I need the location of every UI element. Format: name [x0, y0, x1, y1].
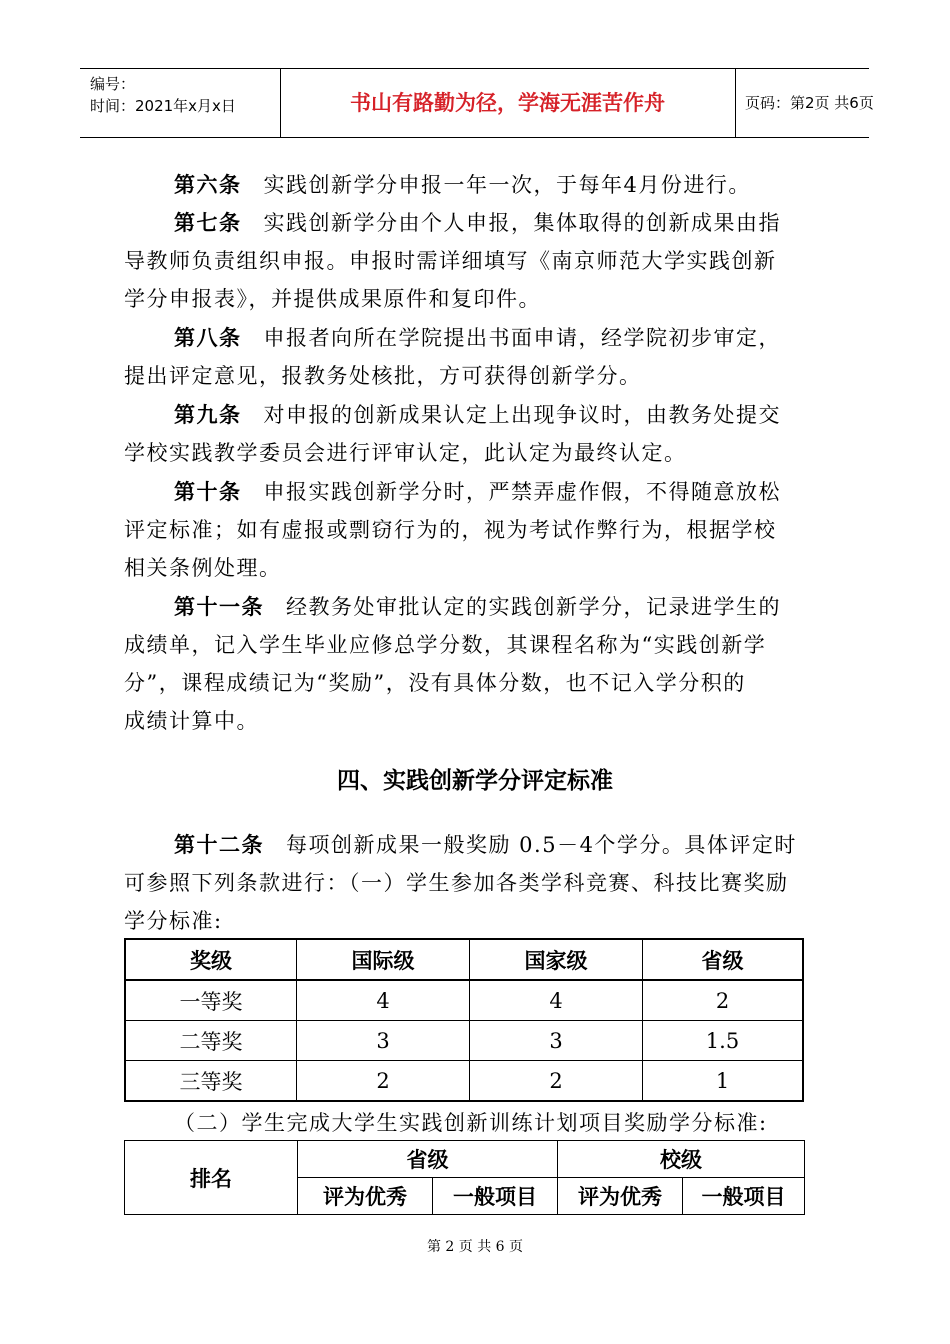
article-title: 第九条	[174, 403, 242, 427]
table-header-cell: 国际级	[297, 939, 470, 980]
article-text: 分”，课程成绩记为“奖励”，没有具体分数，也不记入学分积的	[124, 671, 746, 695]
subheading-text: （二）学生完成大学生实践创新训练计划项目奖励学分标准:	[174, 1111, 768, 1135]
table-header-row	[125, 1141, 805, 1178]
article-text: 每项创新成果一般奖励 0.5－4个学分。具体评定时	[286, 833, 797, 857]
subheading-2	[124, 1104, 824, 1142]
article-title: 第十一条	[174, 595, 264, 619]
article-text: 成绩计算中。	[124, 709, 259, 733]
article-title: 第七条	[174, 211, 242, 235]
table-row	[125, 1061, 803, 1102]
table-header-row	[125, 939, 803, 980]
article-title: 第六条	[174, 173, 242, 197]
article-text: 实践创新学分由个人申报，集体取得的创新成果由指	[263, 211, 781, 235]
table-cell: 1	[643, 1061, 804, 1102]
page-footer: 第 2 页 共 6 页	[426, 1239, 524, 1255]
table-cell: 1.5	[643, 1021, 804, 1061]
header-page-code: 页码：第2页 共6页	[745, 94, 874, 112]
table-cell: 2	[297, 1061, 470, 1102]
table-header-cell: 省级	[298, 1141, 558, 1178]
article-text: 申报者向所在学院提出书面申请，经学院初步审定，	[263, 326, 781, 350]
article-10	[124, 473, 824, 587]
table-header-cell: 一般项目	[433, 1178, 558, 1215]
section-title: 四、实践创新学分评定标准	[337, 768, 613, 794]
table-cell: 2	[643, 980, 804, 1021]
table-cell: 三等奖	[125, 1061, 297, 1102]
table-header-cell: 国家级	[470, 939, 643, 980]
table-row	[125, 1021, 803, 1061]
table-header-cell: 评为优秀	[298, 1178, 433, 1215]
article-text: 申报实践创新学分时，严禁弄虚作假，不得随意放松	[263, 480, 781, 504]
page-header	[80, 68, 874, 138]
table-header-cell: 奖级	[125, 939, 297, 980]
article-7	[124, 204, 824, 318]
table-header-cell: 评为优秀	[558, 1178, 683, 1215]
table-cell: 3	[297, 1021, 470, 1061]
table-cell: 二等奖	[125, 1021, 297, 1061]
table-cell: 4	[470, 980, 643, 1021]
article-text: 可参照下列条款进行：（一）学生参加各类学科竞赛、科技比赛奖励	[124, 871, 789, 895]
article-8	[124, 319, 824, 395]
article-9	[124, 396, 824, 472]
article-11	[124, 588, 824, 740]
article-text: 评定标准；如有虚报或剽窃行为的，视为考试作弊行为，根据学校	[124, 518, 777, 542]
table-cell: 3	[470, 1021, 643, 1061]
article-12	[124, 826, 824, 940]
table-cell: 4	[297, 980, 470, 1021]
article-text: 学分标准:	[124, 909, 223, 933]
table-cell: 2	[470, 1061, 643, 1102]
article-text: 相关条例处理。	[124, 556, 282, 580]
article-title: 第八条	[174, 326, 242, 350]
competition-credit-table	[124, 938, 804, 1102]
article-title: 第十条	[174, 480, 242, 504]
article-text: 导教师负责组织申报。申报时需详细填写《南京师范大学实践创新	[124, 249, 777, 273]
header-time: 时间：2021年x月x日	[90, 97, 236, 115]
table-header-cell: 校级	[558, 1141, 805, 1178]
article-text: 学分申报表》，并提供成果原件和复印件。	[124, 287, 541, 311]
header-number: 编号：	[90, 75, 136, 93]
training-project-credit-table	[124, 1140, 805, 1215]
article-text: 对申报的创新成果认定上出现争议时，由教务处提交	[263, 403, 781, 427]
table-header-cell: 省级	[643, 939, 804, 980]
header-meta	[80, 69, 281, 137]
article-text: 实践创新学分申报一年一次，于每年4月份进行。	[263, 173, 751, 197]
article-text: 学校实践教学委员会进行评审认定，此认定为最终认定。	[124, 441, 687, 465]
table-row	[125, 980, 803, 1021]
header-motto: 书山有路勤为径，学海无涯苦作舟	[280, 69, 736, 137]
article-text: 经教务处审批认定的实践创新学分，记录进学生的	[286, 595, 781, 619]
table-header-cell: 排名	[125, 1141, 298, 1215]
article-title: 第十二条	[174, 833, 264, 857]
table-header-cell: 一般项目	[683, 1178, 805, 1215]
article-text: 提出评定意见，报教务处核批，方可获得创新学分。	[124, 364, 642, 388]
table-cell: 一等奖	[125, 980, 297, 1021]
article-6	[124, 166, 824, 204]
article-text: 成绩单，记入学生毕业应修总学分数，其课程名称为“实践创新学	[124, 633, 767, 657]
